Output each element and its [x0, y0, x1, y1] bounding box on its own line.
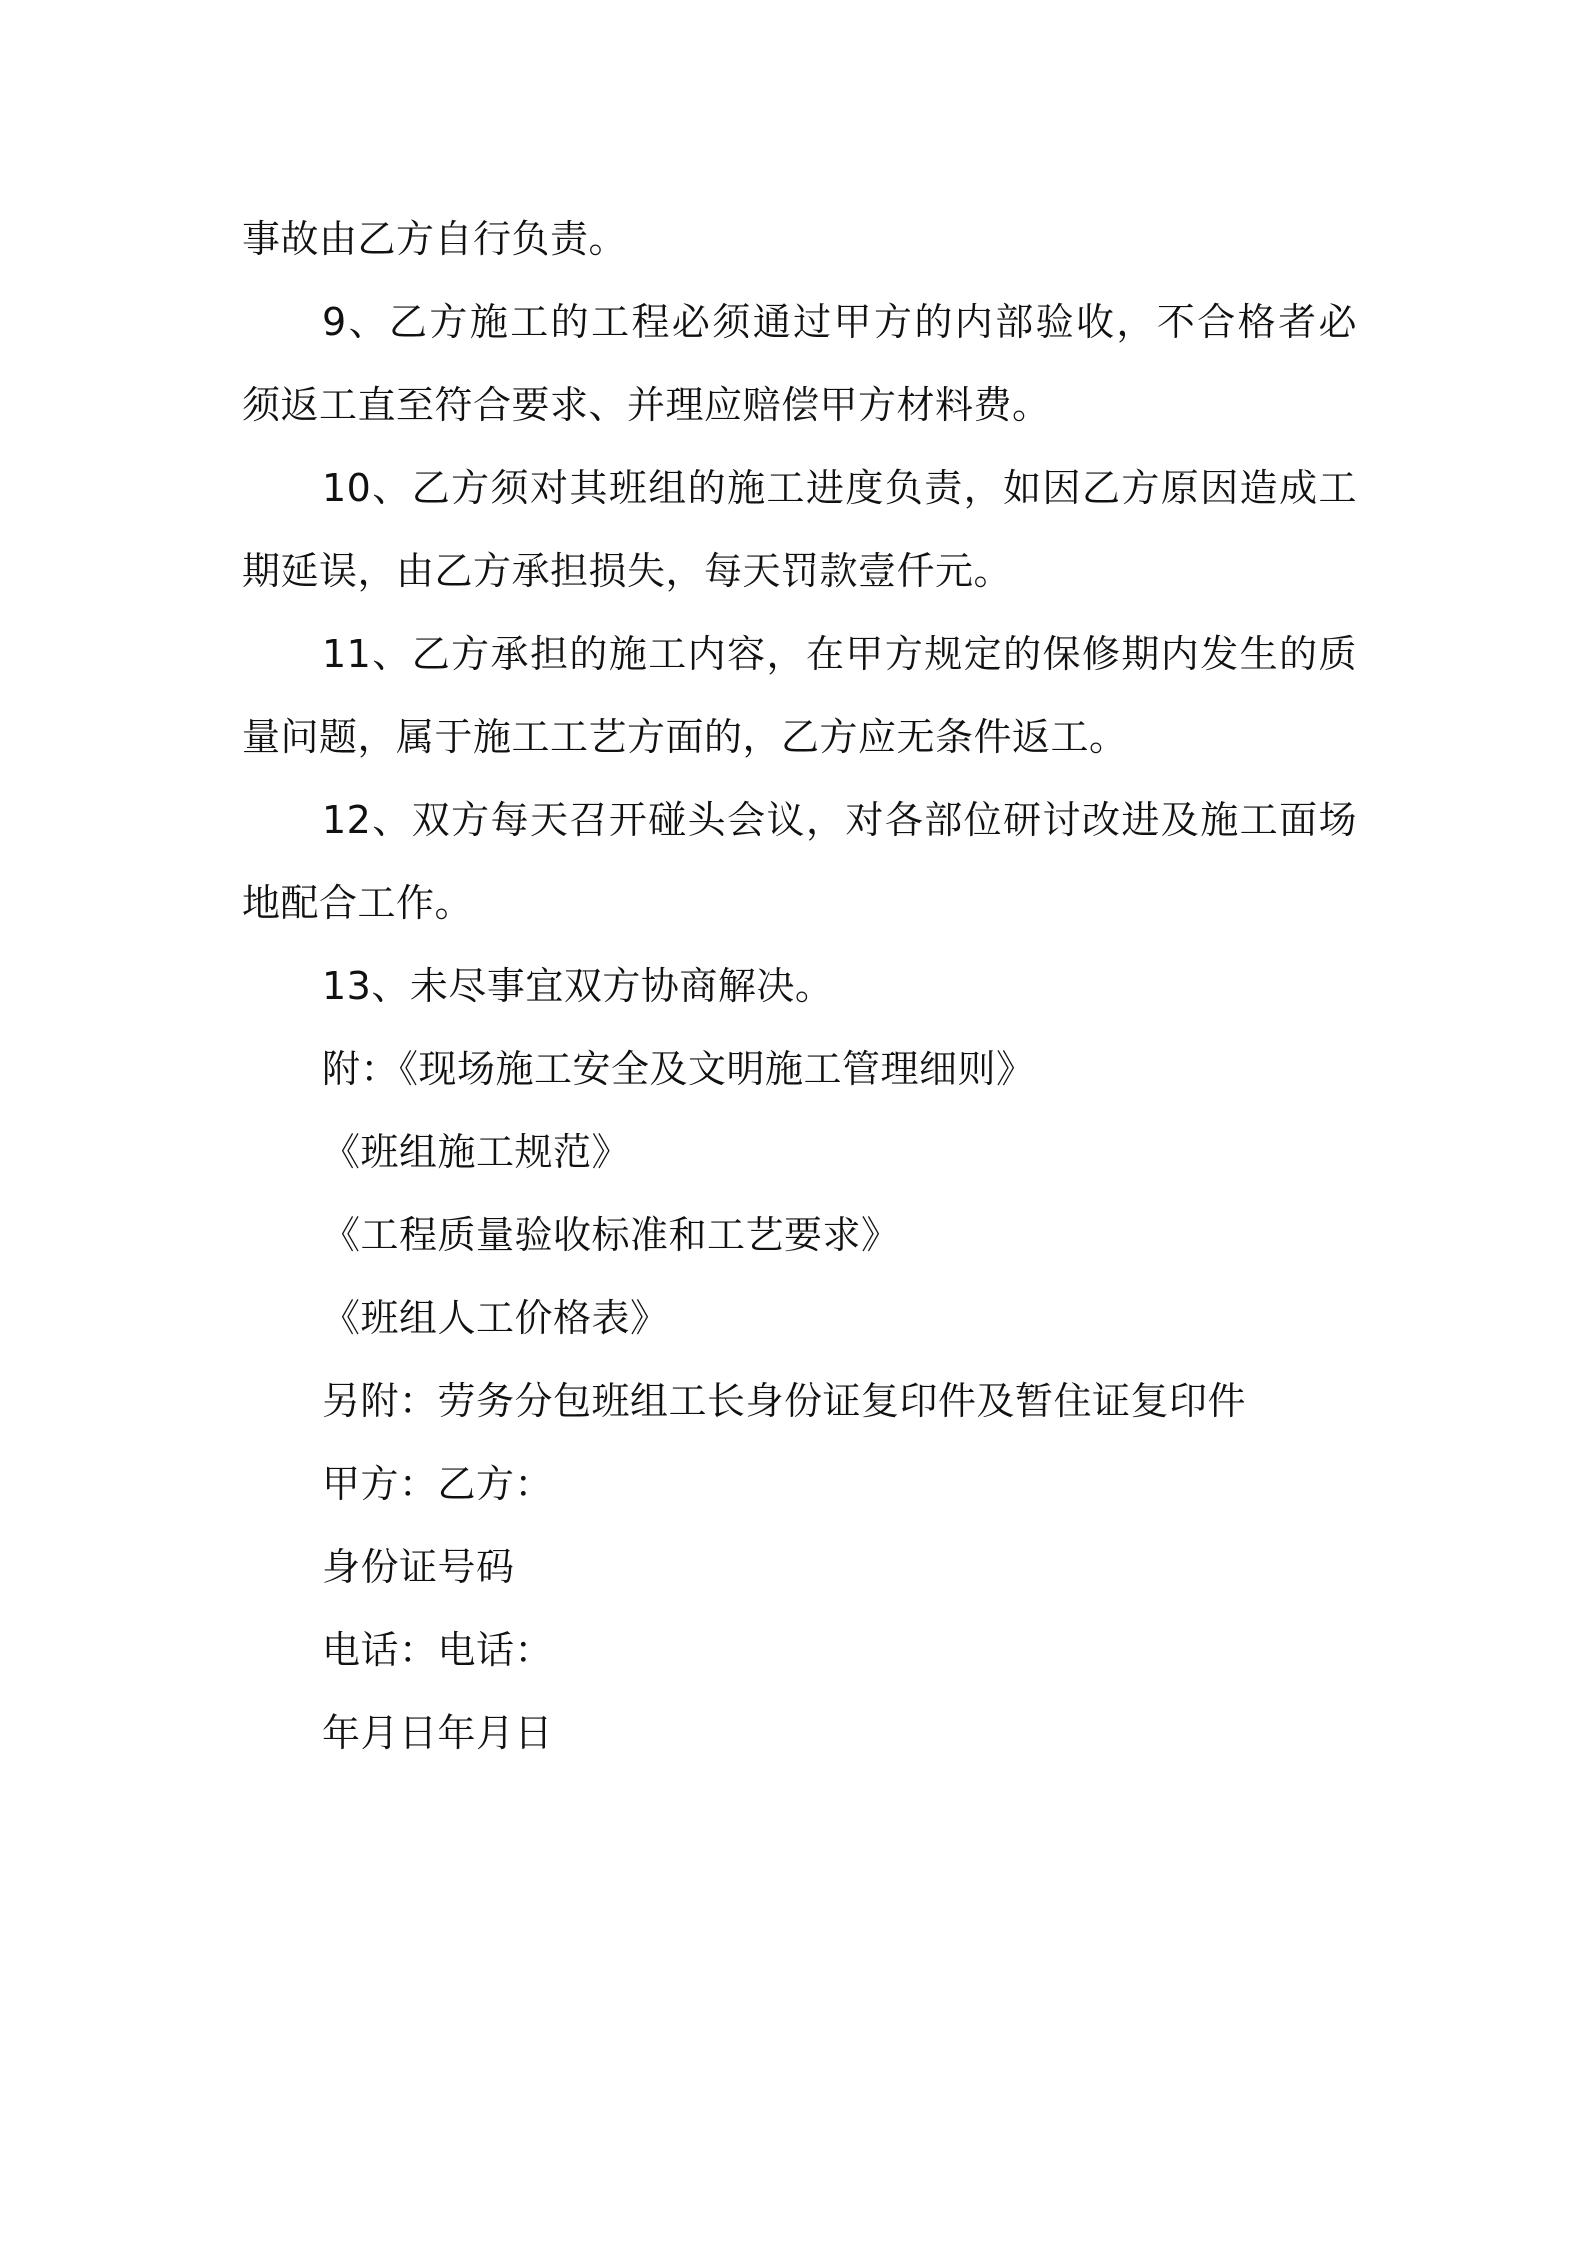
appendix-item: 《班组施工规范》 — [322, 1130, 631, 1174]
clause-9-line-1: 9、乙方施工的工程必须通过甲方的内部验收，不合格者必 — [322, 300, 1357, 344]
clause-11-line-2: 量问题，属于施工工艺方面的，乙方应无条件返工。 — [242, 715, 1128, 759]
clause-9-line-2: 须返工直至符合要求、并理应赔偿甲方材料费。 — [242, 383, 1051, 427]
clause-12-line-1: 12、双方每天召开碰头会议，对各部位研讨改进及施工面场 — [322, 798, 1357, 842]
appendix-line: 附：《现场施工安全及文明施工管理细则》 — [322, 1047, 1035, 1091]
clause-10-line-2: 期延误，由乙方承担损失，每天罚款壹仟元。 — [242, 549, 1013, 593]
id-number-line: 身份证号码 — [322, 1545, 515, 1589]
document-body — [242, 198, 1357, 1775]
clause-10-line-1: 10、乙方须对其班组的施工进度负责，如因乙方原因造成工 — [322, 466, 1357, 510]
phone-line: 电话：电话： — [322, 1628, 554, 1672]
appendix-item: 《工程质量验收标准和工艺要求》 — [322, 1213, 900, 1257]
clause-13-line: 13、未尽事宜双方协商解决。 — [322, 964, 834, 1008]
paragraph-line: 事故由乙方自行负责。 — [242, 217, 628, 261]
date-line: 年月日年月日 — [322, 1711, 554, 1755]
party-signature-line: 甲方：乙方： — [322, 1462, 554, 1506]
additional-attachment-line: 另附：劳务分包班组工长身份证复印件及暂住证复印件 — [322, 1379, 1247, 1423]
clause-11-line-1: 11、乙方承担的施工内容，在甲方规定的保修期内发生的质 — [322, 632, 1357, 676]
appendix-item: 《班组人工价格表》 — [322, 1296, 669, 1340]
clause-12-line-2: 地配合工作。 — [242, 881, 474, 925]
